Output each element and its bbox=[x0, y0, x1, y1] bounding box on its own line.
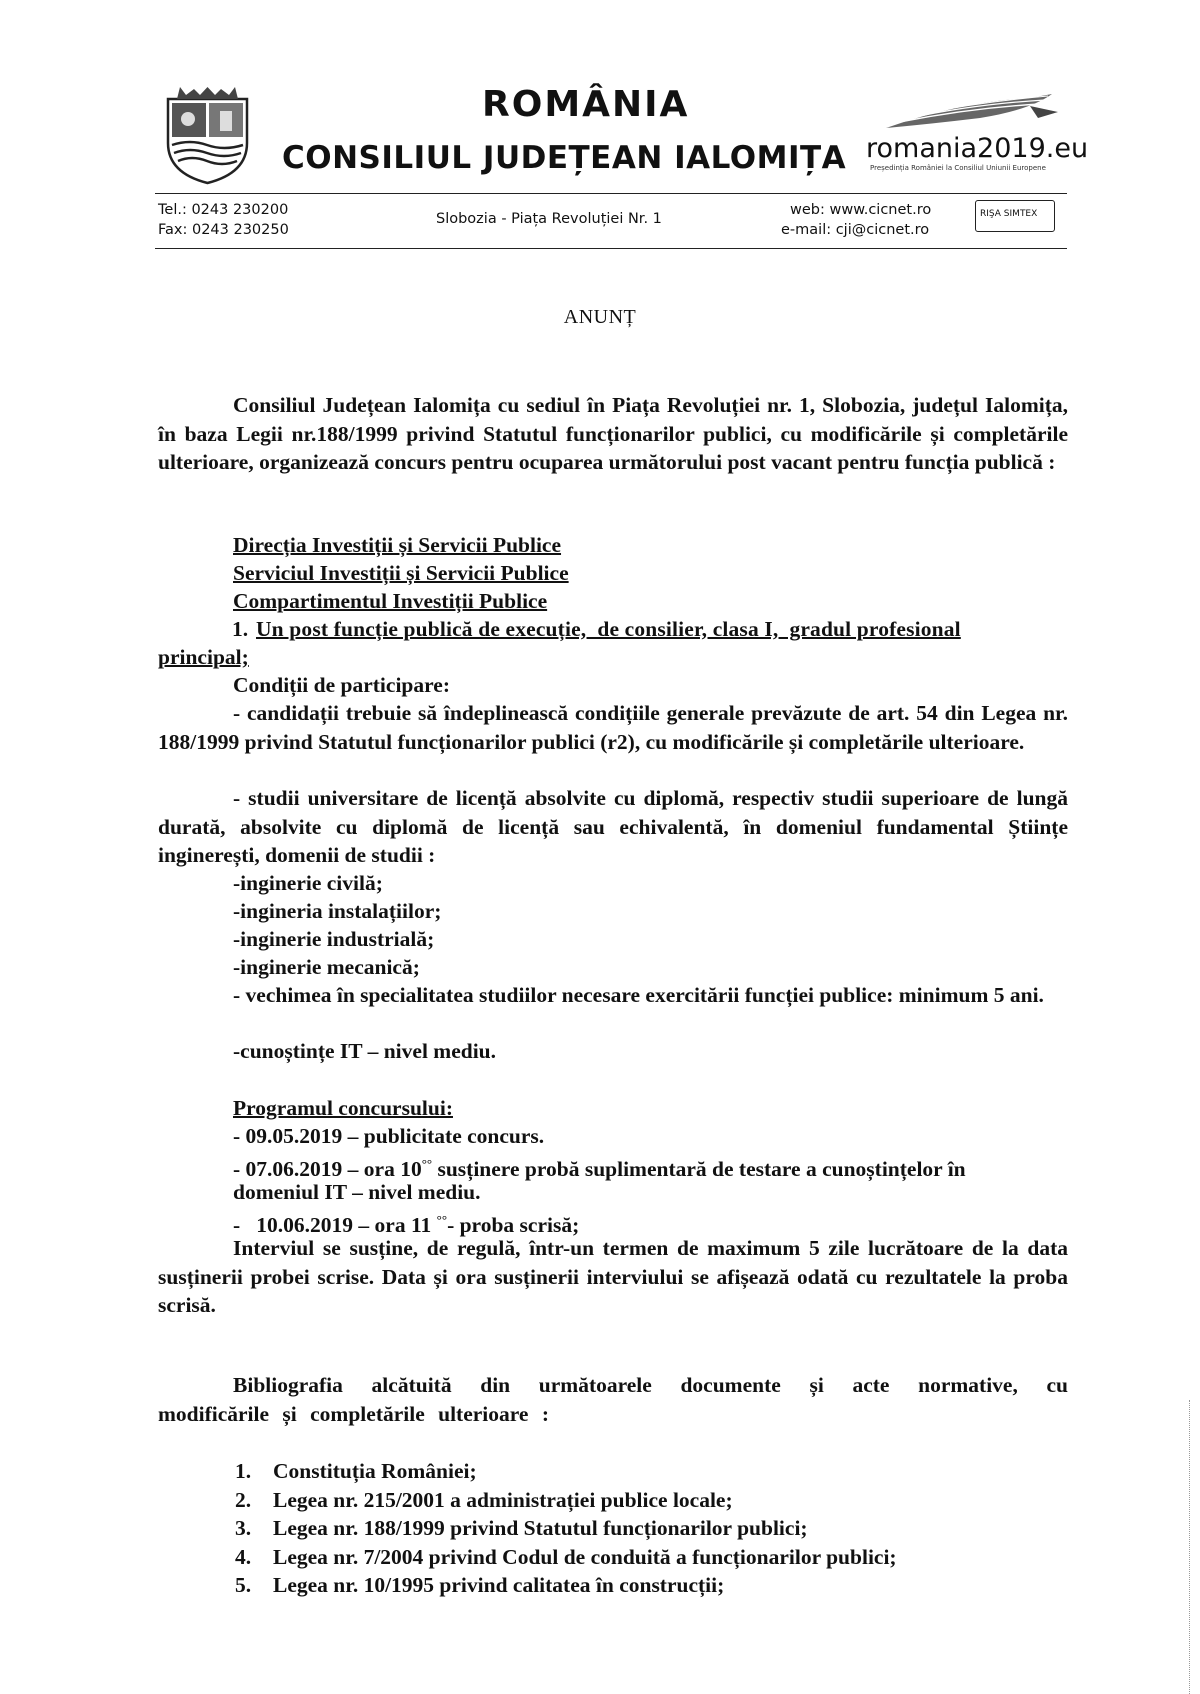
certification-label: RIŞA SIMTEX bbox=[980, 209, 1038, 219]
country-title: ROMÂNIA bbox=[482, 84, 690, 125]
address-text: Slobozia - Piața Revoluției Nr. 1 bbox=[436, 211, 662, 227]
post-number: 1. bbox=[232, 617, 249, 641]
post-description-line2: principal; bbox=[158, 645, 249, 669]
bibliography-item bbox=[235, 1543, 1075, 1572]
romania2019-logo-text: romania2019.eu bbox=[866, 133, 1089, 164]
bibliography-item-text: Legea nr. 10/1995 privind calitatea în construcții; bbox=[273, 1573, 725, 1597]
post-description-line1: Un post funcție publică de execuție, de consilier, clasa I, gradul profesional bbox=[256, 617, 961, 641]
condition-studies-text: - studii universitare de licență absolvite cu diplomă, respectiv studii superioare de lungă durată, absolvite cu diplomă de licență sau echivalentă, în domeniul fundamental Științe inginerești, domenii de studii : bbox=[158, 786, 1068, 867]
program-item-it-test-text: susținere probă suplimentară de testare a cunoștințelor în bbox=[432, 1157, 966, 1182]
condition-general-text: - candidații trebuie să îndeplinească condițiile generale prevăzute de art. 54 din Legea nr. 188/1999 privind Statutul funcționarilor publici (r2), cu modificările și completările ulterioare. bbox=[158, 701, 1068, 754]
condition-seniority bbox=[158, 981, 1068, 1010]
bibliography-item-text: Legea nr. 188/1999 privind Statutul funcționarilor publici; bbox=[273, 1516, 808, 1540]
department-compartment: Compartimentul Investiții Publice bbox=[233, 589, 548, 613]
county-coat-of-arms-icon bbox=[160, 85, 255, 185]
program-item-written-date: - 10.06.2019 – ora 11 bbox=[233, 1213, 437, 1238]
department-service: Serviciul Investiții și Servicii Publice bbox=[233, 561, 569, 585]
bibliography-item bbox=[235, 1514, 1075, 1543]
bibliography-item bbox=[235, 1571, 1075, 1600]
intro-text: Consiliul Județean Ialomița cu sediul în Piața Revoluției nr. 1, Slobozia, județul Ialomița, în baza Legii nr.188/1999 privind Statutul funcționarilor publici, cu modificările și completările ulterioare, organizează concurs pentru ocuparea următorului post vacant pentru funcția publică : bbox=[158, 393, 1068, 474]
bibliography-intro bbox=[158, 1371, 1068, 1428]
council-title: CONSILIUL JUDEȚEAN IALOMIȚA bbox=[282, 140, 847, 176]
fax-number: Fax: 0243 230250 bbox=[158, 222, 289, 238]
email-address: e-mail: cji@cicnet.ro bbox=[781, 222, 930, 238]
conditions-title: Condiții de participare: bbox=[233, 673, 450, 697]
domain-item: -ingineria instalațiilor; bbox=[233, 899, 442, 923]
time-superscript: °° bbox=[436, 1212, 448, 1227]
presidency-wings-logo-icon bbox=[880, 92, 1060, 134]
bibliography-item-text: Constituția României; bbox=[273, 1459, 477, 1483]
bibliography-item bbox=[235, 1486, 1075, 1515]
program-item-written-text: - proba scrisă; bbox=[447, 1213, 580, 1238]
program-title: Programul concursului: bbox=[233, 1096, 453, 1120]
interview-text: Interviul se susține, de regulă, într-un termen de maximum 5 zile lucrătoare de la data susținerii probei scrise. Data și ora susținerii interviului se afișează odată cu rezultatele la proba scrisă. bbox=[158, 1236, 1068, 1317]
scan-edge-line bbox=[1189, 1400, 1190, 1694]
interview-paragraph bbox=[158, 1234, 1068, 1320]
bibliography-item-number: 5. bbox=[235, 1573, 252, 1597]
program-item-it-test-cont: domeniul IT – nivel mediu. bbox=[233, 1180, 481, 1204]
bibliography-item-text: Legea nr. 215/2001 a administrației publice locale; bbox=[273, 1487, 733, 1512]
intro-paragraph bbox=[158, 391, 1068, 477]
bibliography-item bbox=[235, 1457, 1075, 1486]
bibliography-item-number: 1. bbox=[235, 1459, 252, 1483]
condition-it: -cunoștințe IT – nivel mediu. bbox=[233, 1039, 497, 1063]
time-superscript: °° bbox=[421, 1156, 433, 1171]
romania2019-subtitle: Președinția României la Consiliul Uniunii Europene bbox=[870, 164, 1046, 172]
bibliography-item-text: Legea nr. 7/2004 privind Codul de conduită a funcționarilor publici; bbox=[273, 1544, 897, 1569]
condition-general bbox=[158, 699, 1068, 756]
bibliography-list bbox=[235, 1457, 1075, 1600]
department-direction: Direcția Investiții și Servicii Publice bbox=[233, 533, 562, 557]
domain-item: -inginerie mecanică; bbox=[233, 955, 420, 979]
header-top-rule bbox=[155, 193, 1067, 194]
condition-studies bbox=[158, 784, 1068, 870]
document-heading: ANUNȚ bbox=[563, 306, 637, 328]
domain-item: -inginerie industrială; bbox=[233, 927, 435, 951]
bibliography-intro-text: Bibliografia alcătuită din următoarele documente și acte normative, cu modificările și completările ulterioare : bbox=[158, 1373, 1068, 1426]
domain-item: -inginerie civilă; bbox=[233, 871, 383, 895]
phone-number: Tel.: 0243 230200 bbox=[158, 202, 289, 218]
header-bottom-rule bbox=[155, 248, 1067, 249]
bibliography-item-number: 2. bbox=[235, 1487, 252, 1512]
program-item-it-test-date: - 07.06.2019 – ora 10 bbox=[233, 1157, 422, 1182]
bibliography-item-number: 3. bbox=[235, 1516, 252, 1540]
program-item-publicity: - 09.05.2019 – publicitate concurs. bbox=[233, 1124, 545, 1148]
certification-logo bbox=[975, 200, 1055, 232]
condition-seniority-text: - vechimea în specialitatea studiilor necesare exercitării funcției publice: minimum 5 ani. bbox=[233, 983, 1044, 1007]
bibliography-item-number: 4. bbox=[235, 1544, 252, 1569]
web-address: web: www.cicnet.ro bbox=[790, 202, 932, 218]
